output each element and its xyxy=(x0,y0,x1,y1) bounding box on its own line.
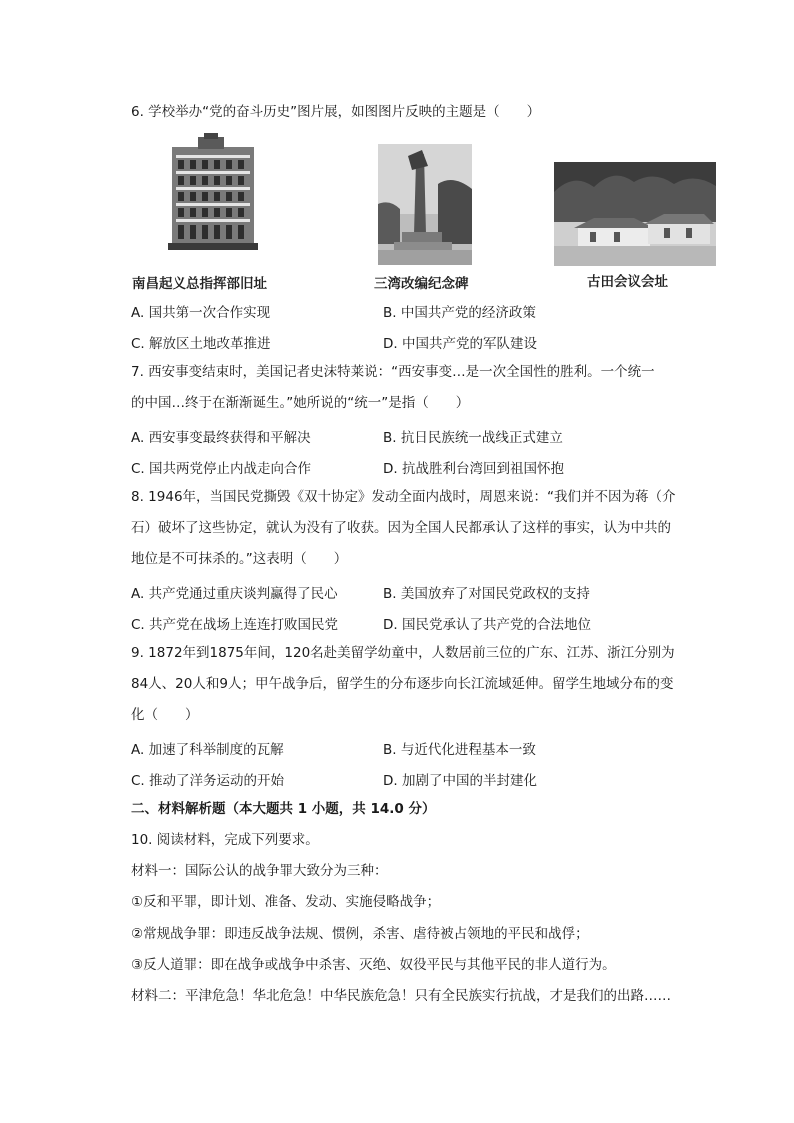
q6-option-b[interactable]: B. 中国共产党的经济政策 xyxy=(383,305,536,321)
q8-option-b[interactable]: B. 美国放弃了对国民党政权的支持 xyxy=(383,586,590,602)
q8-stem-line3: 地位是不可抹杀的。”这表明（ ） xyxy=(131,551,348,567)
q6-option-c[interactable]: C. 解放区土地改革推进 xyxy=(131,336,271,352)
q8-option-d[interactable]: D. 国民党承认了共产党的合法地位 xyxy=(383,617,591,633)
material2-text: 材料二：平津危急！华北危急！中华民族危急！只有全民族实行抗战，才是我们的出路…… xyxy=(131,988,671,1004)
q8-option-a[interactable]: A. 共产党通过重庆谈判赢得了民心 xyxy=(131,586,338,602)
material1-item3: ③反人道罪：即在战争或战争中杀害、灭绝、奴役平民与其他平民的非人道行为。 xyxy=(131,957,616,973)
q7-option-b[interactable]: B. 抗日民族统一战线正式建立 xyxy=(383,430,563,446)
q9-option-b[interactable]: B. 与近代化进程基本一致 xyxy=(383,742,536,758)
photo2-caption: 三湾改编纪念碑 xyxy=(374,276,469,292)
q7-stem-line1: 7. 西安事变结束时，美国记者史沫特莱说：“西安事变…是一次全国性的胜利。一个统一 xyxy=(131,364,655,380)
q7-option-a[interactable]: A. 西安事变最终获得和平解决 xyxy=(131,430,311,446)
nanchang-building-photo xyxy=(168,133,258,250)
material1-title: 材料一：国际公认的战争罪大致分为三种： xyxy=(131,863,388,879)
q9-stem-line1: 9. 1872年到1875年间，120名赴美留学幼童中，人数居前三位的广东、江苏、浙江分别为 xyxy=(131,645,675,661)
q7-option-c[interactable]: C. 国共两党停止内战走向合作 xyxy=(131,461,312,477)
section-heading: 二、材料解析题（本大题共 1 小题，共 14.0 分） xyxy=(131,801,436,817)
q6-option-d[interactable]: D. 中国共产党的军队建设 xyxy=(383,336,537,352)
q7-stem-line2: 的中国…终于在渐渐诞生。”她所说的“统一”是指（ ） xyxy=(131,395,470,411)
photo1-caption: 南昌起义总指挥部旧址 xyxy=(132,276,267,292)
q6-option-a[interactable]: A. 国共第一次合作实现 xyxy=(131,305,271,321)
q9-option-c[interactable]: C. 推动了洋务运动的开始 xyxy=(131,773,285,789)
q8-option-c[interactable]: C. 共产党在战场上连连打败国民党 xyxy=(131,617,339,633)
q9-option-a[interactable]: A. 加速了科举制度的瓦解 xyxy=(131,742,284,758)
q7-option-d[interactable]: D. 抗战胜利台湾回到祖国怀抱 xyxy=(383,461,564,477)
material1-item2: ②常规战争罪：即违反战争法规、惯例，杀害、虐待被占领地的平民和战俘； xyxy=(131,926,589,942)
sanwan-monument-photo xyxy=(378,144,472,265)
q8-stem-line2: 石）破坏了这些协定，就认为没有了收获。因为全国人民都承认了这样的事实，认为中共的 xyxy=(131,520,671,536)
gutian-site-photo xyxy=(554,162,716,266)
q9-option-d[interactable]: D. 加剧了中国的半封建化 xyxy=(383,773,537,789)
q8-stem-line1: 8. 1946年，当国民党撕毁《双十协定》发动全面内战时，周恩来说：“我们并不因为蒋（介 xyxy=(131,489,676,505)
q9-stem-line3: 化（ ） xyxy=(131,707,199,723)
q10-stem: 10. 阅读材料，完成下列要求。 xyxy=(131,832,319,848)
q9-stem-line2: 84人、20人和9人；甲午战争后，留学生的分布逐步向长江流域延伸。留学生地域分布的变 xyxy=(131,676,674,692)
q6-stem: 6. 学校举办“党的奋斗历史”图片展，如图图片反映的主题是（ ） xyxy=(131,104,541,120)
material1-item1: ①反和平罪，即计划、准备、发动、实施侵略战争； xyxy=(131,894,441,910)
photo3-caption: 古田会议会址 xyxy=(587,274,668,290)
